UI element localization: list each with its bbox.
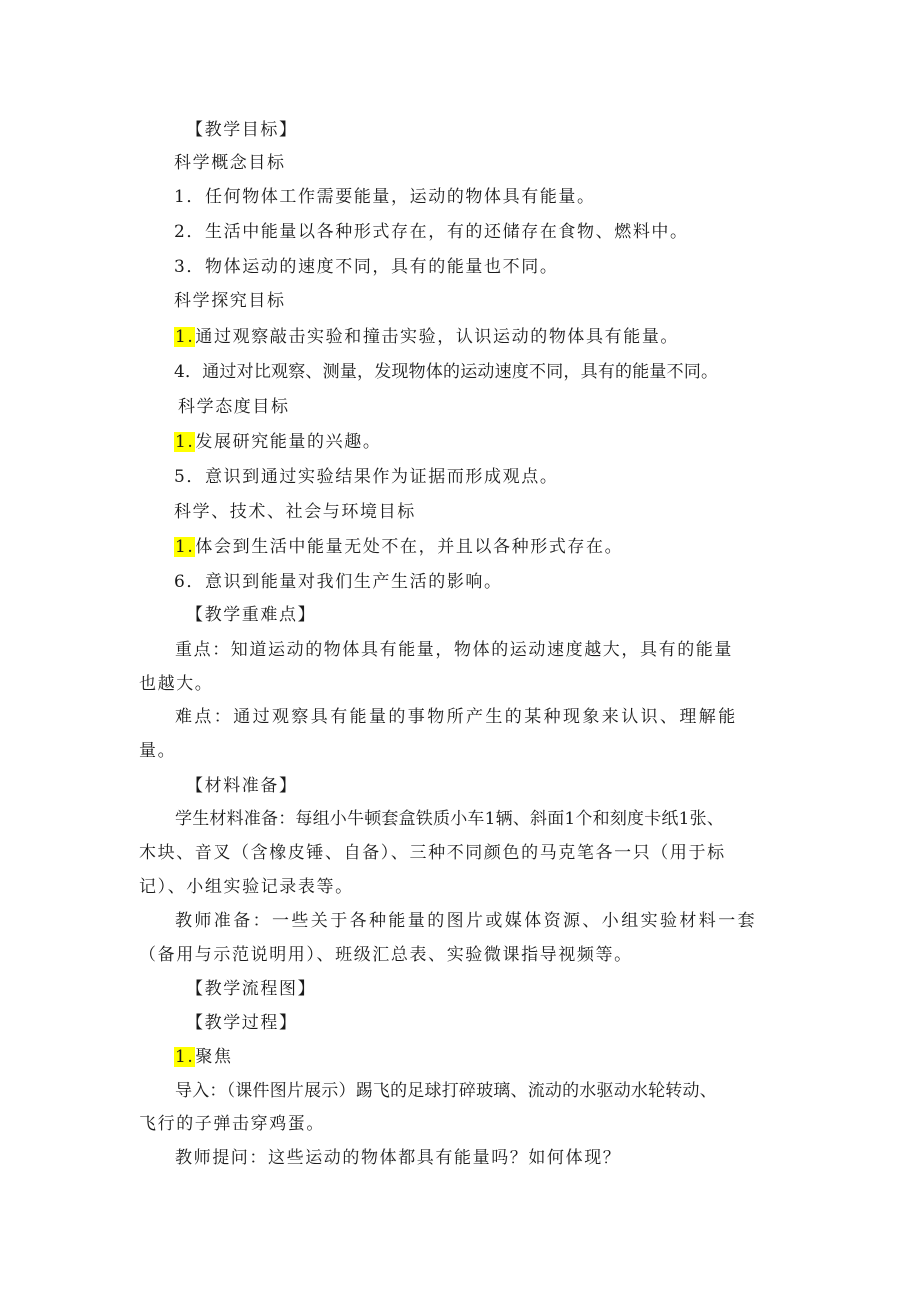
key-point-line-2: 也越大。 xyxy=(139,674,214,694)
heading-teaching-objectives: 【教学目标】 xyxy=(186,120,298,140)
student-materials-line-3: 记）、小组实验记录表等。 xyxy=(139,877,354,897)
inquiry-goal-1-text: 通过观察敲击实验和撞击实验，认识运动的物体具有能量。 xyxy=(195,327,680,347)
subheading-attitude-goals: 科学态度目标 xyxy=(178,397,290,417)
student-materials-line-2: 木块、音叉（含橡皮锤、自备）、三种不同颜色的马克笔各一只（用于标 xyxy=(139,843,726,863)
inquiry-goal-4: 4．通过对比观察、测量，发现物体的运动速度不同，具有的能量不同。 xyxy=(174,362,719,382)
highlighted-number: 1. xyxy=(175,327,195,347)
subheading-sts-goals: 科学、技术、社会与环境目标 xyxy=(174,502,416,522)
intro-line-1: 导入：（课件图片展示）踢飞的足球打碎玻璃、流动的水驱动水轮转动、 xyxy=(175,1081,717,1101)
heading-materials: 【材料准备】 xyxy=(186,776,298,796)
attitude-goal-1-text: 发展研究能量的兴趣。 xyxy=(195,432,382,452)
sts-goal-1 xyxy=(174,536,623,558)
teacher-question: 教师提问：这些运动的物体都具有能量吗？如何体现？ xyxy=(175,1148,622,1168)
inquiry-goal-1 xyxy=(174,326,679,348)
attitude-goal-5: 5．意识到通过实验结果作为证据而形成观点。 xyxy=(174,467,559,487)
concept-goal-2: 2．生活中能量以各种形式存在，有的还储存在食物、燃料中。 xyxy=(174,222,689,242)
sts-goal-6: 6．意识到能量对我们生产生活的影响。 xyxy=(174,572,503,592)
highlighted-number: 1. xyxy=(175,1047,195,1067)
heading-teaching-process: 【教学过程】 xyxy=(186,1013,298,1033)
intro-line-2: 飞行的子弹击穿鸡蛋。 xyxy=(139,1114,325,1134)
subheading-inquiry-goals: 科学探究目标 xyxy=(174,291,286,311)
heading-flowchart: 【教学流程图】 xyxy=(186,979,317,999)
teacher-materials-line-2: （备用与示范说明用）、班级汇总表、实验微课指导视频等。 xyxy=(139,945,633,965)
subheading-concept-goals: 科学概念目标 xyxy=(174,153,286,173)
sts-goal-1-text: 体会到生活中能量无处不在，并且以各种形式存在。 xyxy=(195,537,624,557)
difficulty-line-2: 量。 xyxy=(139,741,177,761)
concept-goal-1: 1．任何物体工作需要能量，运动的物体具有能量。 xyxy=(174,187,596,207)
difficulty-line-1: 难点：通过观察具有能量的事物所产生的某种现象来认识、理解能 xyxy=(175,707,738,727)
student-materials-line-1: 学生材料准备：每组小牛顿套盒铁质小车1辆、斜面1个和刻度卡纸1张、 xyxy=(175,809,725,829)
process-step-focus xyxy=(174,1046,233,1068)
concept-goal-3: 3．物体运动的速度不同，具有的能量也不同。 xyxy=(174,257,559,277)
heading-key-points: 【教学重难点】 xyxy=(186,605,317,625)
process-step-focus-text: 聚焦 xyxy=(195,1047,233,1067)
highlighted-number: 1. xyxy=(175,537,195,557)
teacher-materials-line-1: 教师准备：一些关于各种能量的图片或媒体资源、小组实验材料一套 xyxy=(175,911,757,931)
highlighted-number: 1. xyxy=(175,432,195,452)
attitude-goal-1 xyxy=(174,431,381,453)
key-point-line-1: 重点：知道运动的物体具有能量，物体的运动速度越大，具有的能量 xyxy=(175,640,733,660)
